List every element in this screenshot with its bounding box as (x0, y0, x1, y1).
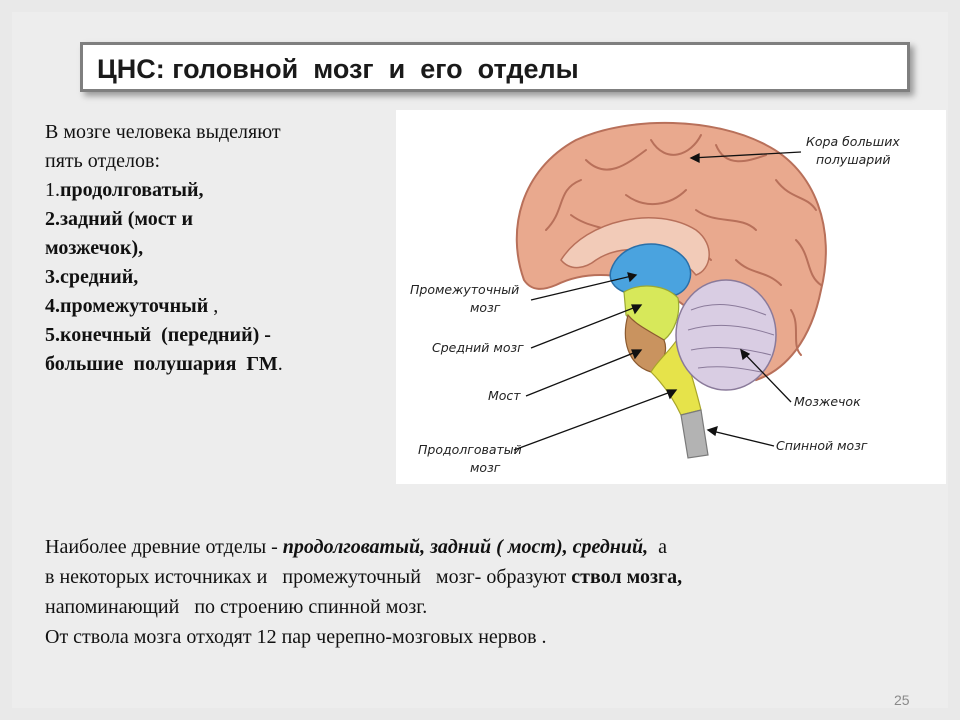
list-item-1-text: продолговатый, (60, 179, 204, 201)
list-item-1 (45, 176, 385, 205)
list-item-4: 4.промежуточный , (45, 295, 219, 317)
cerebellum-shape (676, 280, 776, 390)
label-diencephalon-2: мозг (470, 300, 501, 315)
label-medulla-2: мозг (470, 460, 501, 475)
label-medulla-1: Продолговатый (418, 442, 522, 457)
divisions-list (45, 118, 385, 379)
bottom-line-3: напоминающий по строению спинной мозг. (45, 596, 428, 618)
intro-line-1: В мозге человека выделяют (45, 121, 281, 143)
label-cerebellum: Мозжечок (794, 394, 861, 409)
label-cortex-1: Кора больших (806, 134, 900, 149)
label-spinal-cord: Спинной мозг (776, 438, 868, 453)
list-item-2a: 2.задний (мост и (45, 208, 193, 230)
page-title: ЦНС: головной мозг и его отделы (97, 54, 579, 84)
label-midbrain: Средний мозг (432, 340, 524, 355)
list-item-2b: мозжечок), (45, 237, 144, 259)
slide (12, 12, 948, 708)
brain-diagram (396, 110, 946, 484)
title-box (80, 42, 910, 92)
brain-figure (396, 110, 946, 484)
bottom-line-1: Наиболее древние отделы - продолговатый, задний ( мост), средний, а (45, 536, 668, 558)
list-item-1-number: 1. (45, 179, 60, 201)
bottom-paragraph (45, 532, 925, 652)
label-diencephalon-1: Промежуточный (410, 282, 520, 297)
list-item-5a: 5.конечный (передний) - (45, 324, 271, 346)
list-item-5b: большие полушария ГМ. (45, 353, 283, 375)
bottom-line-4: От ствола мозга отходят 12 пар черепно-мозговых нервов . (45, 626, 547, 648)
intro-line-2: пять отделов: (45, 150, 161, 172)
list-item-3: 3.средний, (45, 266, 139, 288)
slide-number: 25 (894, 692, 910, 708)
label-pons: Мост (488, 388, 521, 403)
spinal-cord-shape (681, 410, 708, 458)
label-cortex-2: полушарий (816, 152, 891, 167)
bottom-line-2: в некоторых источниках и промежуточный мозг- образуют ствол мозга, (45, 566, 683, 588)
